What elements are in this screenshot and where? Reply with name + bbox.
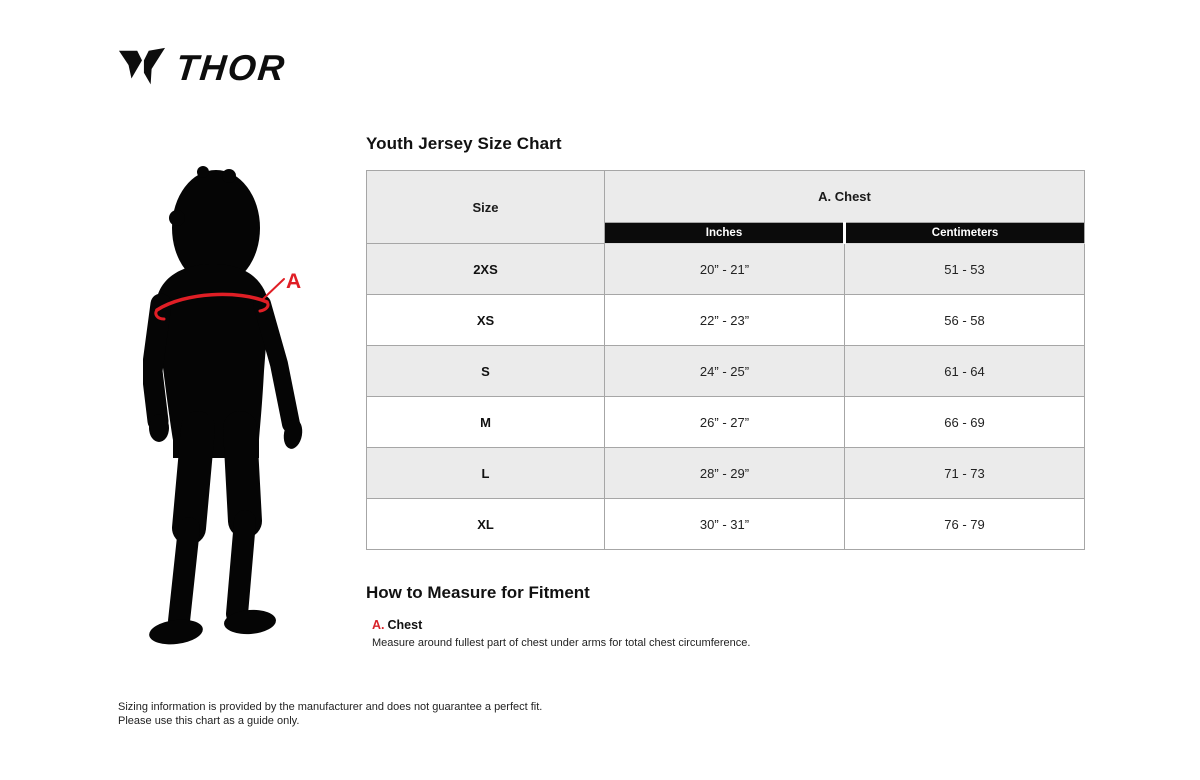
column-subheader-centimeters: Centimeters: [845, 223, 1085, 244]
table-row: [367, 346, 1085, 397]
measure-item-heading: [372, 618, 1072, 632]
column-header-size: Size: [367, 171, 605, 244]
measure-item-chest: [372, 618, 1072, 650]
centimeters-cell: 66 - 69: [845, 397, 1085, 448]
measurement-figure: [143, 166, 323, 666]
child-silhouette: [143, 166, 323, 666]
measure-section-title: How to Measure for Fitment: [366, 583, 590, 602]
size-chart-table: [366, 170, 1085, 550]
size-chart-body: [367, 244, 1085, 550]
measure-item-description: Measure around fullest part of chest under arms for total chest circumference.: [372, 637, 751, 649]
brand-name: THOR: [173, 47, 289, 88]
size-cell: M: [367, 397, 605, 448]
size-cell: XL: [367, 499, 605, 550]
brand-logo: [118, 46, 289, 90]
table-row: [367, 448, 1085, 499]
page-title: Youth Jersey Size Chart: [366, 134, 562, 153]
chest-label-a: A: [286, 270, 302, 293]
table-row: [367, 397, 1085, 448]
centimeters-cell: 51 - 53: [845, 244, 1085, 295]
size-cell: XS: [367, 295, 605, 346]
thor-horns-icon: [118, 46, 166, 90]
inches-cell: 20” - 21”: [605, 244, 845, 295]
table-row: [367, 499, 1085, 550]
inches-cell: 24” - 25”: [605, 346, 845, 397]
column-header-chest: A. Chest: [605, 171, 1085, 223]
measure-item-name: Chest: [387, 618, 423, 632]
disclaimer-line-2: Please use this chart as a guide only.: [118, 715, 300, 727]
inches-cell: 22” - 23”: [605, 295, 845, 346]
pointer-line: [263, 279, 284, 299]
measure-item-letter: A.: [372, 618, 385, 632]
centimeters-cell: 76 - 79: [845, 499, 1085, 550]
size-cell: L: [367, 448, 605, 499]
centimeters-cell: 61 - 64: [845, 346, 1085, 397]
inches-cell: 28” - 29”: [605, 448, 845, 499]
inches-cell: 26” - 27”: [605, 397, 845, 448]
inches-cell: 30” - 31”: [605, 499, 845, 550]
disclaimer: [118, 700, 542, 728]
size-cell: S: [367, 346, 605, 397]
centimeters-cell: 71 - 73: [845, 448, 1085, 499]
table-row: [367, 295, 1085, 346]
disclaimer-line-1: Sizing information is provided by the manufacturer and does not guarantee a perfect fit.: [118, 701, 543, 713]
size-cell: 2XS: [367, 244, 605, 295]
centimeters-cell: 56 - 58: [845, 295, 1085, 346]
column-subheader-inches: Inches: [605, 223, 845, 244]
table-row: [367, 244, 1085, 295]
